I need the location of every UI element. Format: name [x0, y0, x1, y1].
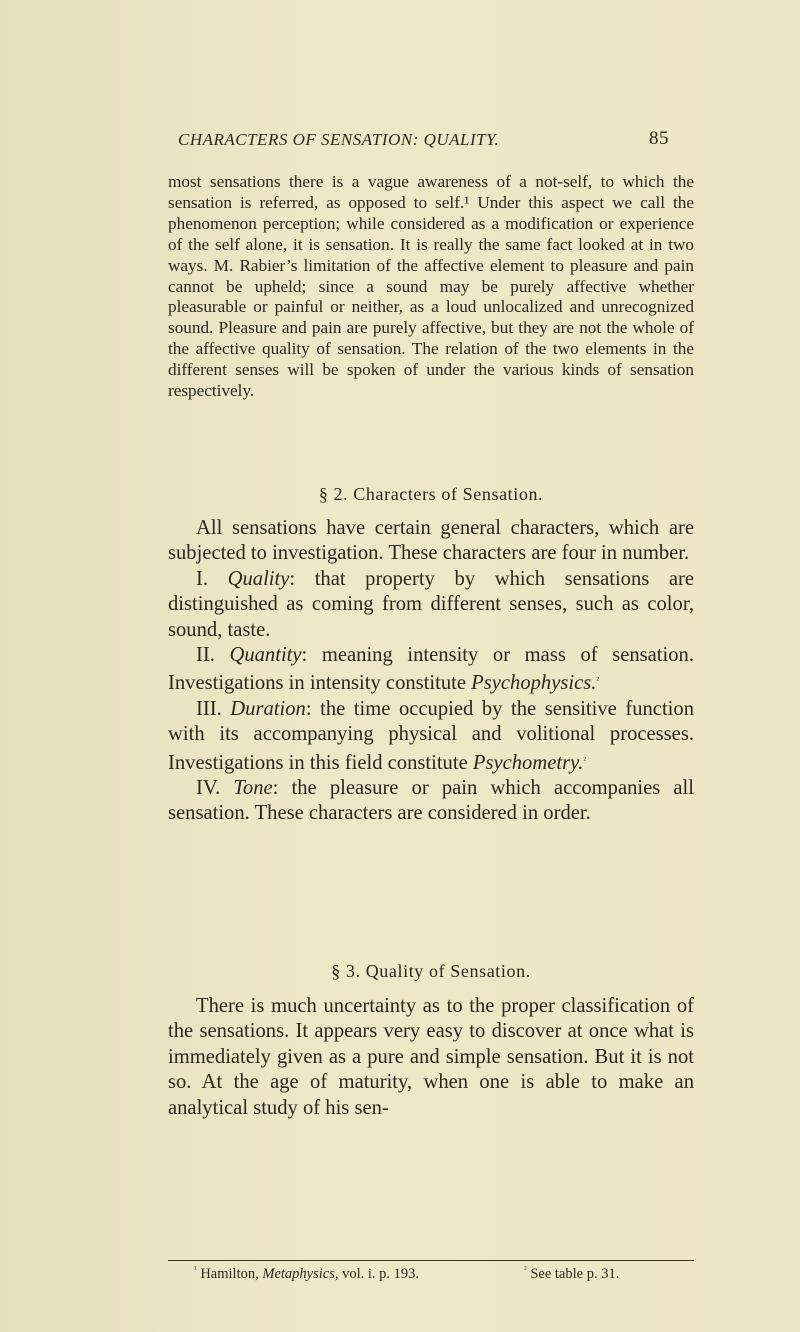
item-text: : the time occupied by the sensitive function with its accompanying physical and volitional processes. Investigations in this field constitute: [168, 697, 694, 774]
section-heading-text: § 3. Quality of Sensation.: [331, 961, 531, 981]
item-numeral: IV.: [196, 777, 234, 800]
item-emphasis: Psychophysics.: [471, 672, 597, 695]
section-characters-body: [168, 516, 694, 827]
section-heading-quality: [168, 961, 694, 982]
list-item-tone: [168, 776, 694, 827]
section-heading-characters: [168, 484, 694, 505]
list-item-quality: [168, 567, 694, 643]
footnote-1-author: Hamilton,: [200, 1266, 259, 1282]
list-item-duration: [168, 697, 694, 776]
footnote-marker: ²: [596, 675, 600, 686]
item-numeral: III.: [196, 697, 231, 720]
section-heading-text: § 2. Characters of Sensation.: [318, 484, 544, 504]
footnote-2-mark: ²: [524, 1264, 527, 1274]
item-term: Duration: [230, 697, 306, 720]
item-text: : that property by which sensations are distinguished as coming from different senses, such as color, sound, taste.: [168, 567, 695, 641]
footnote-1-mark: ¹: [194, 1264, 197, 1274]
footnote-2-text: See table p. 31.: [530, 1266, 620, 1282]
item-emphasis: Psychometry.: [472, 751, 584, 774]
footnote-2: [524, 1264, 619, 1283]
page-number: 85: [649, 128, 669, 149]
paragraph-continued: most sensations there is a vague awareness of a not-self, to which the sensation is referred, as opposed to self.¹ Under this aspect we call the phenomenon perception; while considered as a modification or experience of the self alone, it is sensation. It is really the same fact looked at in two ways. M. Rabier’s limitation of the affective element to pleasure and pain cannot be upheld; since a sound may be purely affective whether pleasurable or painful or neither, as a loud unlocalized and unrecognized sound. Pleasure and pain are purely affective, but they are not the whole of the affective quality of sensation. The relation of the two elements in the different senses will be spoken of under the various kinds of sensation respectively.: [168, 172, 694, 401]
footnote-1: [194, 1266, 419, 1282]
footnote-marker: ²: [583, 754, 586, 765]
item-text: : the pleasure or pain which accompanies all sensation. These characters are considered in order.: [168, 777, 695, 825]
footnotes: [194, 1264, 694, 1283]
item-text: : meaning intensity or mass of sensation. Investigations in intensity constitute: [168, 644, 694, 695]
list-item-quantity: [168, 643, 694, 697]
footnote-1-title: Metaphysics,: [262, 1266, 339, 1282]
item-numeral: II.: [196, 644, 230, 667]
section-quality-body: There is much uncertainty as to the proper classification of the sensations. It appears very easy to discover at once what is immediately given as a pure and simple sensation. But it is not so. At the age of maturity, when one is able to make an analytical study of his sen-: [168, 995, 694, 1119]
item-numeral: I.: [196, 567, 228, 590]
footnote-divider: [168, 1260, 694, 1261]
running-head-title: CHARACTERS OF SENSATION: QUALITY.: [178, 130, 500, 149]
characters-intro: All sensations have certain general characters, which are subjected to investigation. These characters are four in number.: [168, 517, 694, 565]
footnote-1-rest: vol. i. p. 193.: [342, 1266, 420, 1282]
item-term: Quality: [227, 567, 290, 590]
item-term: Tone: [233, 777, 273, 800]
item-term: Quantity: [229, 644, 302, 667]
